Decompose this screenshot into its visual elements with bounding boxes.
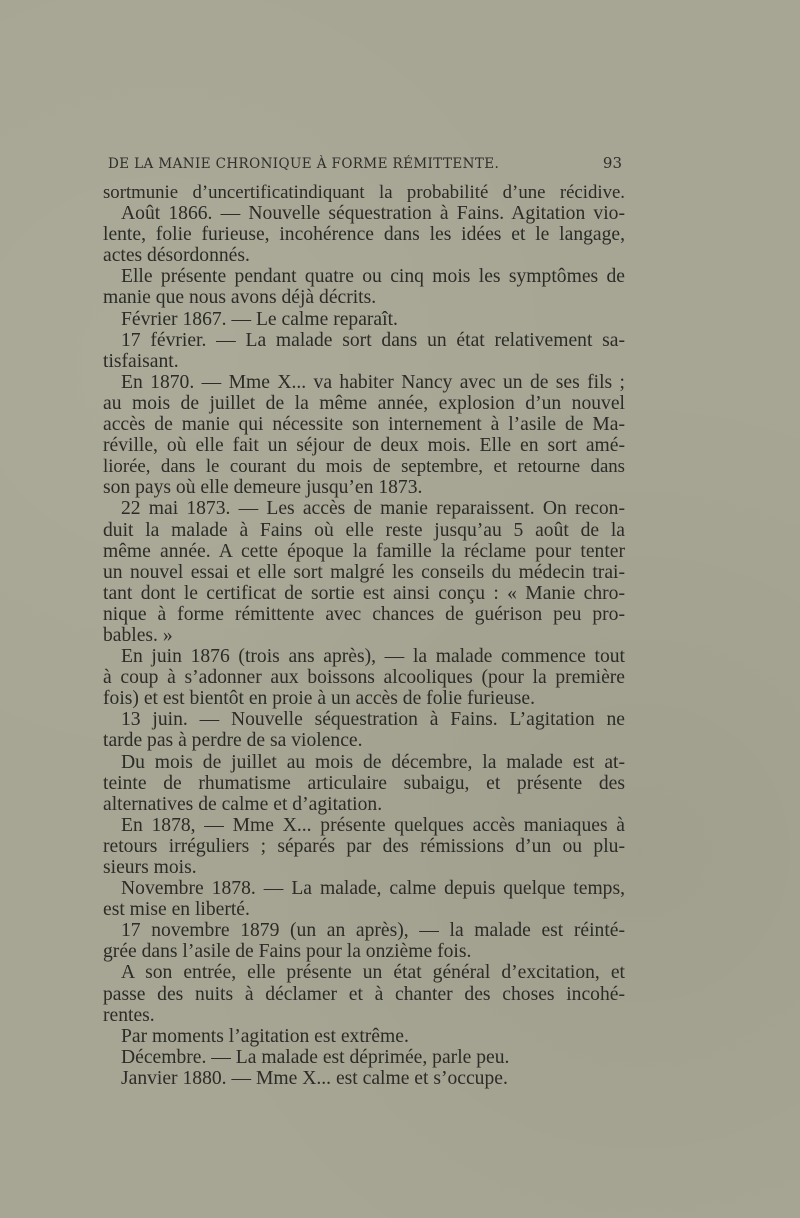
text-line: à coup à s’adonner aux boissons alcooliques (pour la première [103,667,625,689]
text-line: tisfaisant. [103,350,179,372]
text-line: réville, où elle fait un séjour de deux mois. Elle en sort amé- [103,435,625,457]
text-line: 17 février. — La malade sort dans un état relativement sa- [121,329,625,351]
text-line: retours irréguliers ; séparés par des rémissions d’un ou plu- [103,835,625,857]
page-number: 93 [602,154,622,172]
text-line: Elle présente pendant quatre ou cinq mois les symptômes de [121,266,625,288]
text-line: duit la malade à Fains où elle reste jusqu’au 5 août de la [103,519,625,541]
text-line: lente, folie furieuse, incohérence dans les idées et le langage, [103,224,625,246]
text-line: même année. A cette époque la famille la réclame pour tenter [103,540,625,562]
text-line: tant dont le certificat de sortie est ainsi conçu : « Manie chro- [103,582,625,604]
text-line: 17 novembre 1879 (un an après), — la malade est réinté- [121,920,625,942]
text-line: bables. » [103,624,173,646]
text-line: A son entrée, elle présente un état général d’excitation, et [121,962,625,984]
text-line: En 1878, — Mme X... présente quelques accès maniaques à [121,814,625,836]
text-line: 13 juin. — Nouvelle séquestration à Fains. L’agitation ne [121,709,625,731]
text-line: nique à forme rémittente avec chances de guérison peu pro- [103,603,625,625]
text-line: alternatives de calme et d’agitation. [103,793,383,815]
text-line: grée dans l’asile de Fains pour la onzième fois. [103,941,472,963]
text-line: Du mois de juillet au mois de décembre, la malade est at- [121,751,625,773]
text-line: Décembre. — La malade est déprimée, parle peu. [121,1046,510,1068]
text-line: passe des nuits à déclamer et à chanter des choses incohé- [103,983,625,1005]
text-line: liorée, dans le courant du mois de septembre, et retourne dans [103,456,625,478]
running-title: DE LA MANIE CHRONIQUE À FORME RÉMITTENTE. [108,156,500,172]
text-line: Janvier 1880. — Mme X... est calme et s’occupe. [121,1067,508,1089]
text-line: En 1870. — Mme X... va habiter Nancy avec un de ses fils ; [121,371,625,393]
text-line: En juin 1876 (trois ans après), — la malade commence tout [121,646,625,668]
text-line: Août 1866. — Nouvelle séquestration à Fains. Agitation vio- [121,203,625,225]
text-line: sortmunie d’uncertificatindiquant la probabilité d’une récidive. [103,182,625,203]
body-text [103,182,625,1089]
text-line: est mise en liberté. [103,899,250,921]
text-line: sieurs mois. [103,857,197,878]
text-line: au mois de juillet de la même année, explosion d’un nouvel [103,392,625,414]
text-line: rentes. [103,1004,155,1026]
text-line: actes désordonnés. [103,245,250,267]
text-line: Février 1867. — Le calme reparaît. [121,308,398,330]
text-line: fois) et est bientôt en proie à un accès de folie furieuse. [103,688,535,710]
text-line: tarde pas à perdre de sa violence. [103,730,363,752]
text-line: Par moments l’agitation est extrême. [121,1025,409,1047]
text-line: son pays où elle demeure jusqu’en 1873. [103,477,423,499]
text-line: manie que nous avons déjà décrits. [103,287,377,309]
page-header [108,154,622,172]
text-line: un nouvel essai et elle sort malgré les conseils du médecin trai- [103,561,625,583]
text-line: 22 mai 1873. — Les accès de manie reparaissent. On recon- [121,498,625,520]
text-line: accès de manie qui nécessite son internement à l’asile de Ma- [103,414,625,436]
text-line: teinte de rhumatisme articulaire subaigu, et présente des [103,772,625,794]
text-line: Novembre 1878. — La malade, calme depuis quelque temps, [121,878,625,900]
